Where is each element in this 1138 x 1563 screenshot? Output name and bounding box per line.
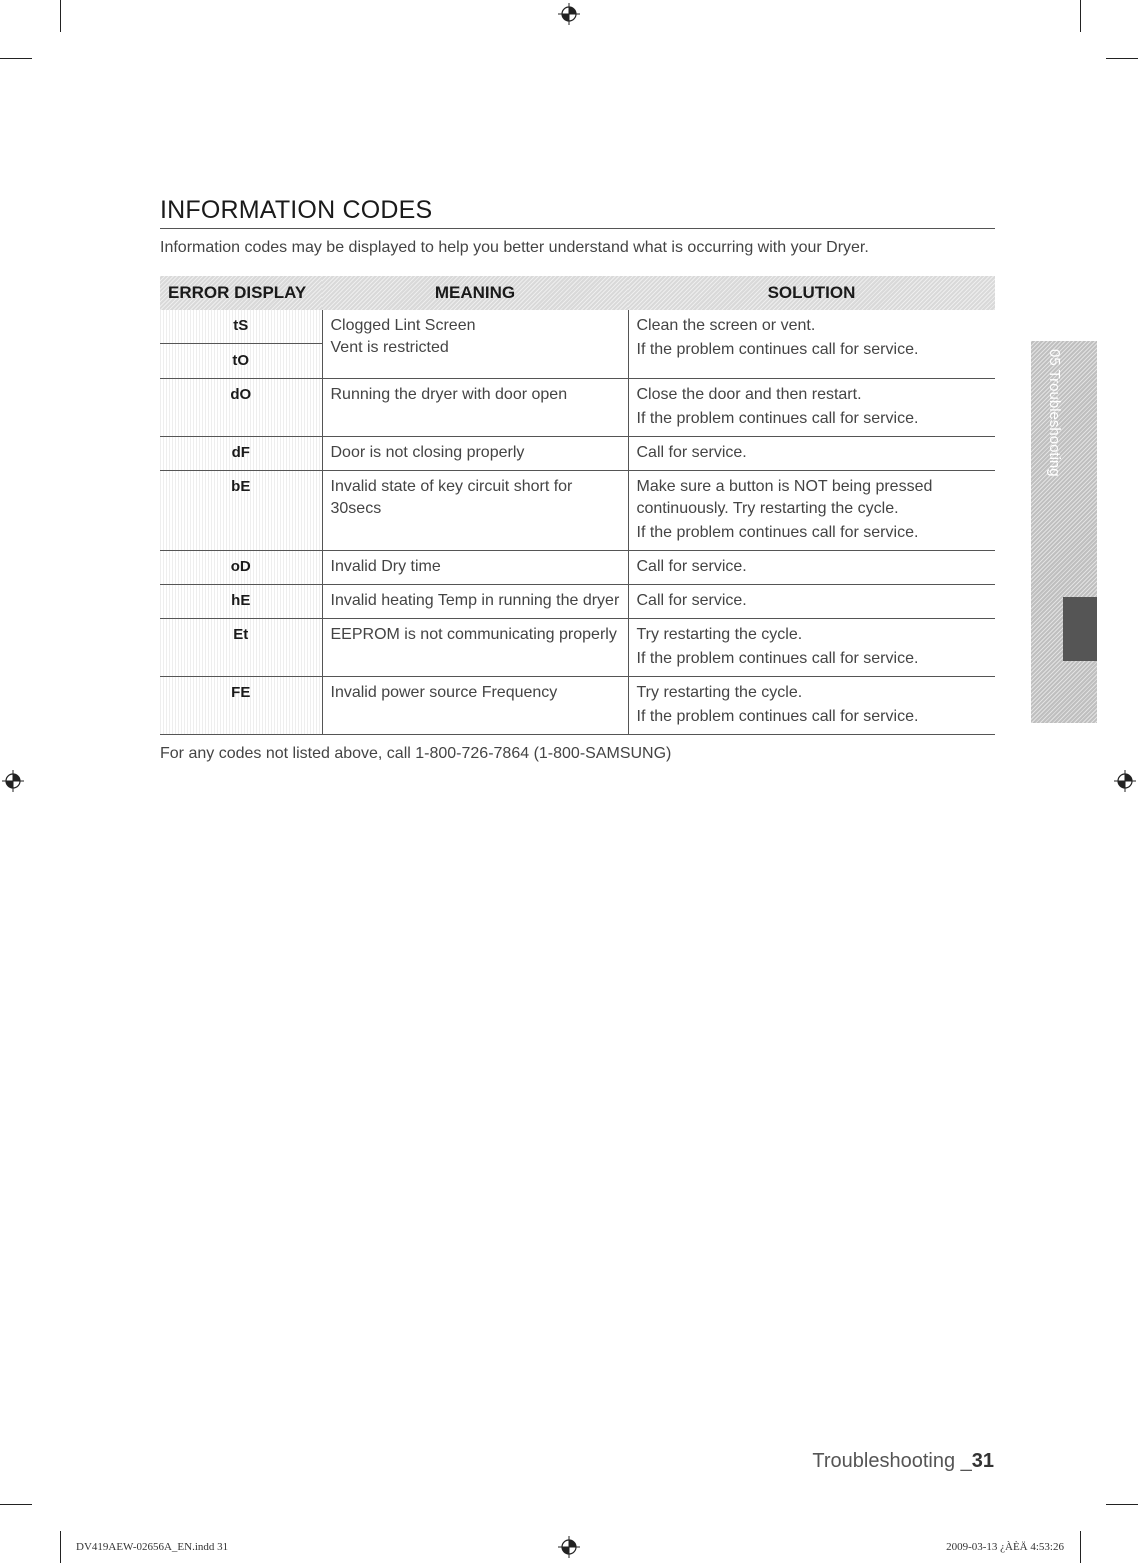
error-code: hE xyxy=(231,592,251,609)
meaning-cell: Door is not closing properly xyxy=(322,437,628,471)
solution-cell xyxy=(628,437,995,471)
solution-cell xyxy=(628,585,995,619)
meaning-cell: Invalid state of key circuit short for 30secs xyxy=(322,471,628,551)
crop-mark xyxy=(1106,58,1138,59)
solution-line: If the problem continues call for service. xyxy=(636,524,919,541)
table-row xyxy=(160,471,995,551)
error-code-cell xyxy=(160,310,322,379)
error-code-cell xyxy=(160,437,322,471)
crop-mark xyxy=(0,1504,32,1505)
error-code-cell xyxy=(160,677,322,735)
table-row xyxy=(160,585,995,619)
solution-line: Try restarting the cycle. xyxy=(636,684,803,701)
error-code-cell xyxy=(160,551,322,585)
error-code: dF xyxy=(231,444,250,461)
solution-cell xyxy=(628,677,995,735)
imprint-file: DV419AEW-02656A_EN.indd 31 xyxy=(76,1541,229,1553)
header-meaning: MEANING xyxy=(322,276,628,310)
solution-line: Call for service. xyxy=(636,558,747,575)
section-intro: Information codes may be displayed to help you better understand what is occurring with your Dryer. xyxy=(160,239,869,256)
error-code: FE xyxy=(231,684,251,701)
solution-line: If the problem continues call for service. xyxy=(636,341,919,358)
chapter-tab-marker xyxy=(1063,597,1097,661)
solution-cell xyxy=(628,471,995,551)
error-code: tO xyxy=(160,343,322,372)
meaning-cell: EEPROM is not communicating properly xyxy=(322,619,628,677)
error-code: tS xyxy=(233,317,249,334)
meaning-cell: Invalid Dry time xyxy=(322,551,628,585)
section-title: INFORMATION CODES xyxy=(160,196,995,229)
crop-mark xyxy=(1106,1504,1138,1505)
error-code-cell xyxy=(160,585,322,619)
solution-line: Call for service. xyxy=(636,592,747,609)
solution-line: Make sure a button is NOT being pressed continuously. Try restarting the cycle. xyxy=(636,478,933,517)
page-number: 31 xyxy=(971,1450,994,1472)
solution-line: If the problem continues call for service. xyxy=(636,410,919,427)
error-code-cell xyxy=(160,619,322,677)
solution-cell xyxy=(628,379,995,437)
page-content xyxy=(160,196,995,763)
page-footer-label: Troubleshooting _ xyxy=(812,1450,972,1472)
solution-line: Clean the screen or vent. xyxy=(636,317,816,334)
page-footer xyxy=(812,1450,994,1473)
table-row xyxy=(160,310,995,379)
table-row xyxy=(160,619,995,677)
error-code: oD xyxy=(230,558,251,575)
chapter-tab xyxy=(1031,341,1097,723)
imprint-timestamp: 2009-03-13 ¿ÀÈÄ 4:53:26 xyxy=(946,1541,1064,1553)
error-code-cell xyxy=(160,379,322,437)
meaning-cell: Running the dryer with door open xyxy=(322,379,628,437)
registration-mark-icon xyxy=(1114,770,1136,792)
solution-cell xyxy=(628,619,995,677)
table-row xyxy=(160,437,995,471)
header-error-display: ERROR DISPLAY xyxy=(160,276,322,310)
meaning-cell: Invalid power source Frequency xyxy=(322,677,628,735)
table-row xyxy=(160,551,995,585)
error-code: bE xyxy=(231,478,251,495)
solution-line: If the problem continues call for service. xyxy=(636,650,919,667)
meaning-cell: Invalid heating Temp in running the dryer xyxy=(322,585,628,619)
table-header-row xyxy=(160,276,995,310)
solution-line: Try restarting the cycle. xyxy=(636,626,803,643)
error-code: Et xyxy=(233,626,249,643)
registration-mark-icon xyxy=(558,3,580,25)
table-row xyxy=(160,379,995,437)
information-codes-table xyxy=(160,276,995,735)
footer-note: For any codes not listed above, call 1-800-726-7864 (1-800-SAMSUNG) xyxy=(160,745,672,762)
solution-line: Call for service. xyxy=(636,444,747,461)
error-code-cell xyxy=(160,471,322,551)
crop-mark xyxy=(0,58,32,59)
solution-line: Close the door and then restart. xyxy=(636,386,862,403)
crop-mark xyxy=(1080,1531,1081,1563)
registration-mark-icon xyxy=(558,1536,580,1558)
table-body xyxy=(160,310,995,735)
error-code: dO xyxy=(230,386,252,403)
table-row xyxy=(160,677,995,735)
solution-cell xyxy=(628,551,995,585)
crop-mark xyxy=(60,1531,61,1563)
solution-cell xyxy=(628,310,995,379)
solution-line: If the problem continues call for service. xyxy=(636,708,919,725)
crop-mark xyxy=(60,0,61,32)
header-solution: SOLUTION xyxy=(628,276,995,310)
registration-mark-icon xyxy=(2,770,24,792)
chapter-tab-label: 05 Troubleshooting xyxy=(1046,349,1063,477)
crop-mark xyxy=(1080,0,1081,32)
meaning-cell: Clogged Lint Screen Vent is restricted xyxy=(322,310,628,379)
